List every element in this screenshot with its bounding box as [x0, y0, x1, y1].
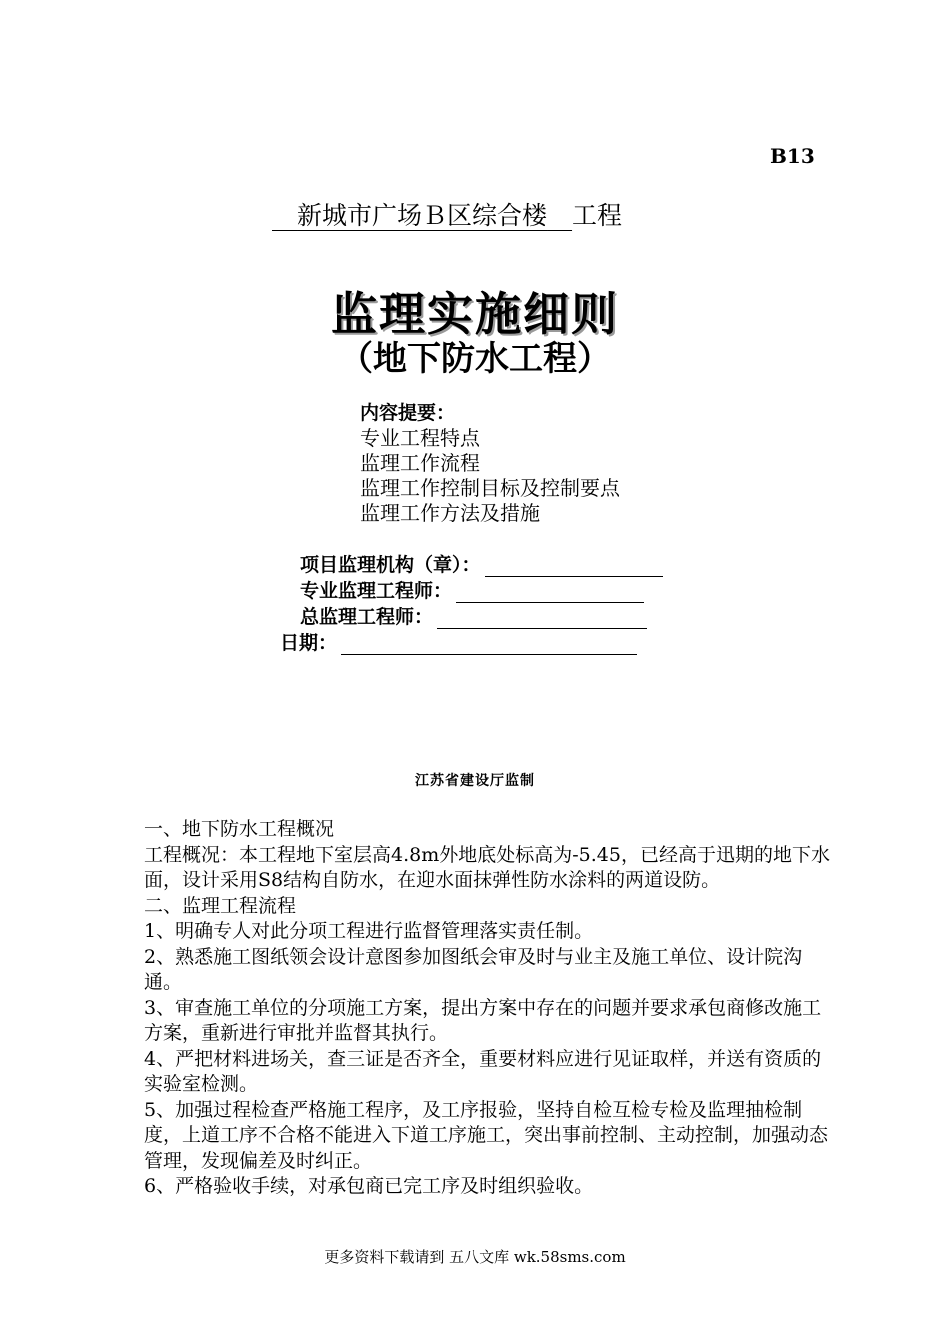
body-paragraph: 工程概况：本工程地下室层高4.8m外地底处标高为-5.45，已经高于迅期的地下水面，设计采用S8结构自防水，在迎水面抹弹性防水涂料的两道设防。	[144, 843, 830, 891]
issuing-authority: 江苏省建设厅监制	[415, 773, 535, 789]
signature-org-line[interactable]	[485, 558, 663, 577]
document-code: B13	[770, 144, 815, 168]
signature-chief-row	[300, 602, 647, 629]
content-summary	[360, 400, 620, 526]
signature-org-row	[300, 550, 663, 577]
section-heading: 二、监理工程流程	[144, 894, 297, 917]
signature-date-line[interactable]	[341, 636, 637, 655]
summary-item: 专业工程特点	[360, 426, 480, 450]
body-paragraph: 1、明确专人对此分项工程进行监督管理落实责任制。	[144, 920, 594, 942]
project-line	[272, 196, 622, 232]
signature-engineer-row	[300, 576, 644, 603]
signature-chief-line[interactable]	[437, 610, 647, 629]
signature-date-row	[280, 628, 637, 655]
signature-date-label: 日期：	[280, 632, 338, 654]
body-text	[144, 817, 834, 1200]
summary-item: 监理工作控制目标及控制要点	[360, 476, 620, 500]
summary-item: 监理工作方法及措施	[360, 501, 540, 525]
project-suffix: 工程	[572, 201, 623, 230]
signature-engineer-label: 专业监理工程师：	[300, 580, 453, 602]
signature-chief-label: 总监理工程师：	[300, 606, 434, 628]
footer-note: 更多资料下载请到 五八文库 wk.58sms.com	[324, 1248, 626, 1266]
summary-heading: 内容提要：	[360, 402, 456, 424]
body-paragraph: 5、加强过程检查严格施工程序，及工序报验，坚持自检互检专检及监理抽检制度，上道工序不合格不能进入下道工序施工，突出事前控制、主动控制，加强动态管理，发现偏差及时纠正。	[144, 1098, 829, 1172]
document-subtitle: （地下防水工程）	[339, 339, 611, 379]
section-heading: 一、地下防水工程概况	[144, 818, 335, 840]
body-paragraph: 3、审查施工单位的分项施工方案，提出方案中存在的问题并要求承包商修改施工方案，重新进行审批并监督其执行。	[144, 996, 822, 1044]
signature-engineer-line[interactable]	[456, 584, 644, 603]
body-paragraph: 6、严格验收手续，对承包商已完工序及时组织验收。	[144, 1175, 594, 1197]
body-paragraph: 2、熟悉施工图纸领会设计意图参加图纸会审及时与业主及施工单位、设计院沟通。	[144, 945, 803, 993]
body-paragraph: 4、严把材料进场关，查三证是否齐全，重要材料应进行见证取样，并送有资质的实验室检测。	[144, 1047, 822, 1095]
project-name: 新城市广场Ｂ区综合楼	[297, 201, 548, 230]
document-title: 监理实施细则	[331, 287, 619, 341]
summary-item: 监理工作流程	[360, 451, 480, 475]
signature-org-label: 项目监理机构（章）：	[300, 554, 481, 576]
